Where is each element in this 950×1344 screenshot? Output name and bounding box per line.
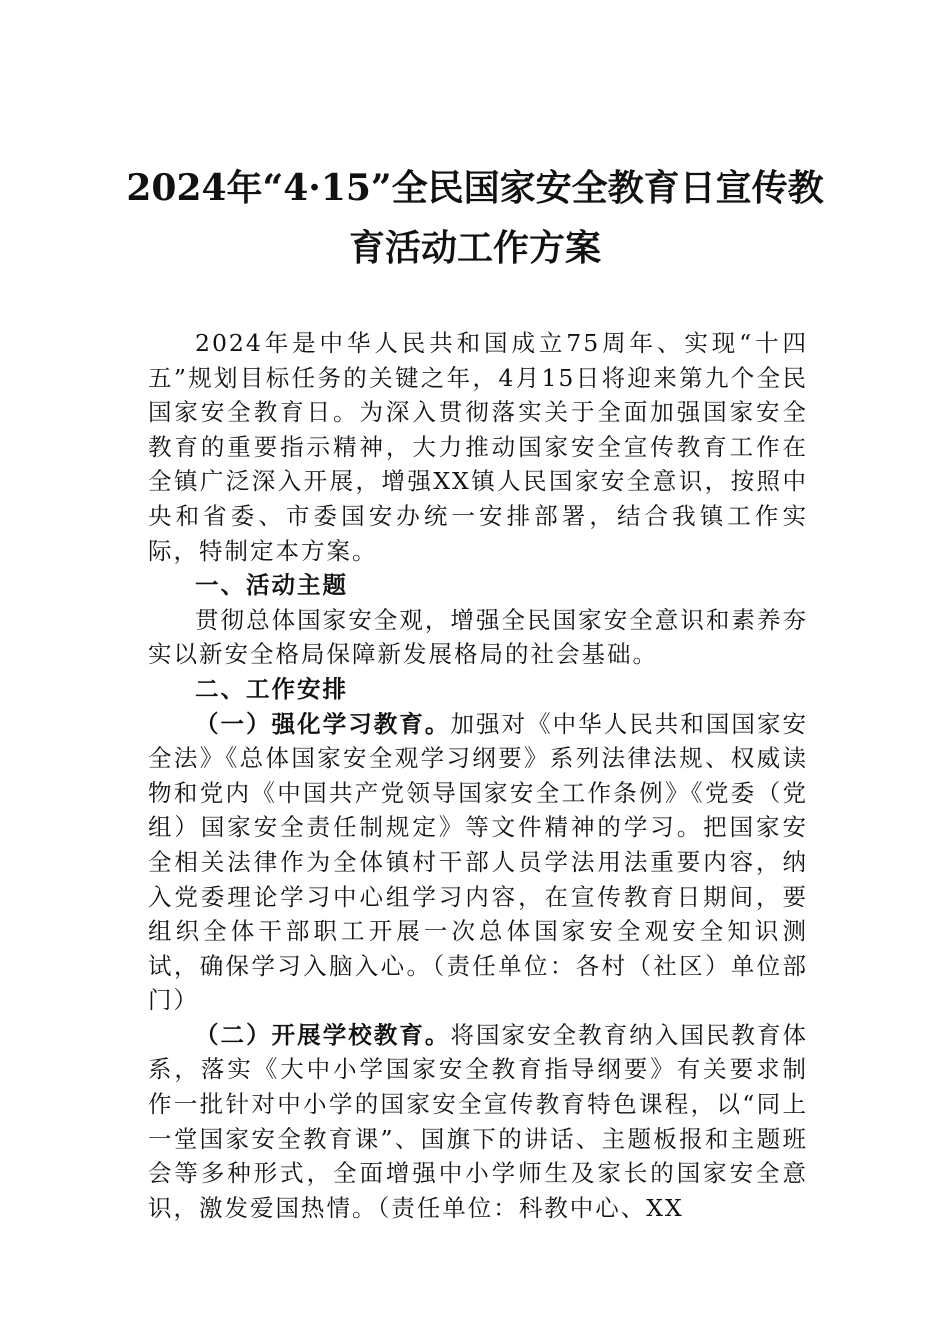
intro-paragraph: 2024年是中华人民共和国成立75周年、实现“十四五”规划目标任务的关键之年，4月15日将迎来第九个全民国家安全教育日。为深入贯彻落实关于全面加强国家安全教育的重要指示精神，大力推动国家安全宣传教育工作在全镇广泛深入开展，增强XX镇人民国家安全意识，按照中央和省委、市委国安办统一安排部署，结合我镇工作实际，特制定本方案。 [148,329,808,565]
theme-paragraph: 贯彻总体国家安全观，增强全民国家安全意识和素养夯实以新安全格局保障新发展格局的社会基础。 [148,605,808,669]
item-1-text: 加强对《中华人民共和国国家安全法》《总体国家安全观学习纲要》系列法律法规、权威读物和党内《中国共产党领导国家安全工作条例》《党委（党组）国家安全责任制规定》等文件精神的学习。把国家安全相关法律作为全体镇村干部人员学法用法重要内容，纳入党委理论学习中心组学习内容，在宣传教育日期间，要组织全体干部职工开展一次总体国家安全观安全知识测试，确保学习入脑入心。（责任单位：各村（社区）单位部门） [148,709,809,1015]
arrangement-item-1 [148,707,808,1018]
document-body [148,326,808,1225]
title-line-1: 2024年“4·15”全民国家安全教育日宣传教 [126,167,824,209]
item-2-text: 将国家安全教育纳入国民教育体系，落实《大中小学国家安全教育指导纲要》有关要求制作一批针对中小学的国家安全宣传教育特色课程，以“同上一堂国家安全教育课”、国旗下的讲话、主题板报和主题班会等多种形式，全面增强中小学师生及家长的国家安全意识，激发爱国热情。（责任单位：科教中心、XX [148,1020,809,1222]
document-title [120,158,830,278]
arrangement-item-2 [148,1018,808,1226]
section-heading-arrangement: 二、工作安排 [195,674,348,703]
title-line-2: 育活动工作方案 [348,227,601,269]
item-1-lead: （一）强化学习教育。 [195,709,451,738]
section-heading-theme: 一、活动主题 [195,571,348,600]
item-2-lead: （二）开展学校教育。 [195,1020,451,1049]
